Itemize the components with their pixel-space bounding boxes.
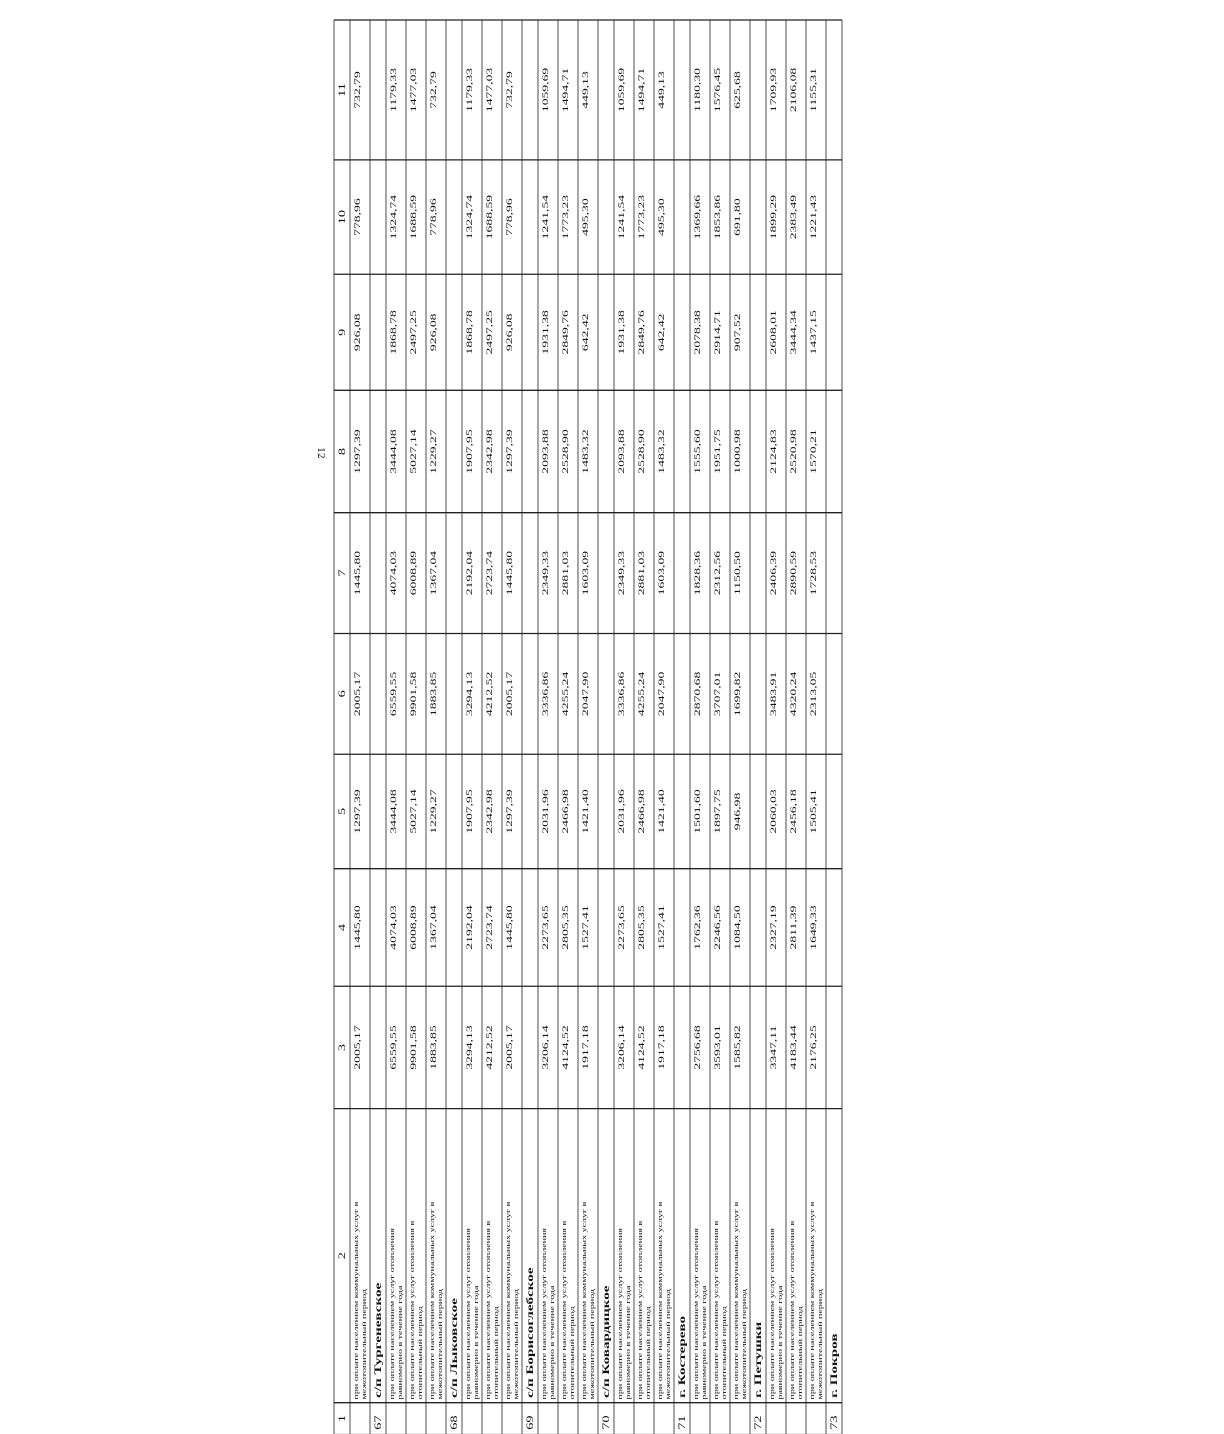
table-cell: 6559,55 — [389, 671, 399, 717]
row-label-line: межотопительный период — [588, 1288, 596, 1400]
row-label-line: равномерно в течение года — [472, 1285, 480, 1400]
column-number-10: 10 — [336, 209, 348, 225]
table-cell: 1229,27 — [429, 789, 439, 834]
table-cell: 1868,78 — [389, 310, 399, 355]
table-cell: 4124,52 — [561, 1025, 571, 1070]
table-cell: 2246,56 — [713, 905, 723, 950]
table-cell: 1728,53 — [809, 550, 819, 596]
table-cell: 1445,80 — [505, 905, 515, 950]
row-label-line: равномерно в течение года — [624, 1285, 632, 1400]
table-cell: 9901,58 — [409, 671, 419, 717]
settlement-name: с/п Борисоглебское — [524, 1267, 536, 1398]
settlement-name: с/п Тургеневское — [372, 1282, 384, 1398]
row-label-line: межотопительный период — [512, 1288, 520, 1400]
table-cell: 3444,08 — [389, 789, 399, 834]
table-cell: 2383,49 — [789, 194, 799, 240]
row-label-line: при оплате населением коммунальных услуг в — [732, 1201, 740, 1400]
table-cell: 4212,52 — [485, 671, 495, 717]
table-cell: 778,96 — [429, 198, 439, 236]
row-label-line: при оплате населением услуг отопления в — [712, 1220, 720, 1400]
row-label-line: при оплате населением коммунальных услуг в — [504, 1201, 512, 1400]
table-cell: 926,08 — [429, 313, 439, 352]
table-cell: 2273,65 — [617, 905, 627, 950]
row-label-line: межотопительный период — [740, 1288, 748, 1400]
table-cell: 1324,74 — [389, 194, 399, 240]
settlement-name: г. Костерево — [676, 1315, 688, 1398]
table-cell: 3294,13 — [465, 671, 475, 717]
table-cell: 1477,03 — [485, 67, 495, 113]
table-cell: 1179,33 — [465, 67, 475, 112]
table-cell: 1917,18 — [657, 1025, 667, 1070]
table-cell: 1494,71 — [637, 67, 647, 113]
row-label-line: при оплате населением коммунальных услуг в — [428, 1201, 436, 1400]
table-cell: 2031,96 — [541, 789, 551, 834]
table-cell: 6008,89 — [409, 550, 419, 596]
row-label-line: отопительный период — [492, 1306, 500, 1400]
row-label-line: при оплате населением коммунальных услуг в — [580, 1201, 588, 1400]
table-cell: 1931,38 — [617, 310, 627, 355]
table-cell: 2031,96 — [617, 789, 627, 834]
table-cell: 2870,68 — [693, 671, 703, 717]
table-cell: 1445,80 — [353, 905, 363, 950]
table-cell: 2176,25 — [809, 1025, 819, 1070]
table-cell: 1931,38 — [541, 310, 551, 355]
row-label-line: при оплате населением услуг отопления в — [408, 1220, 416, 1400]
settlement-number: 70 — [600, 1415, 612, 1430]
table-cell: 1059,69 — [617, 67, 627, 113]
row-label-line: межотопительный период — [816, 1288, 824, 1400]
table-cell: 2466,98 — [561, 789, 571, 834]
table-cell: 1709,93 — [769, 67, 779, 113]
table-cell: 2914,71 — [713, 310, 723, 355]
table-cell: 1897,75 — [713, 789, 723, 834]
table-cell: 3444,08 — [389, 429, 399, 474]
table-cell: 1555,60 — [693, 429, 703, 474]
table-cell: 1241,54 — [541, 194, 551, 240]
settlement-number: 71 — [676, 1415, 688, 1430]
row-label-line: межотопительный период — [360, 1288, 368, 1400]
row-label-line: равномерно в течение года — [396, 1285, 404, 1400]
settlement-name: г. Покров — [828, 1333, 840, 1398]
table-cell: 2881,03 — [637, 550, 647, 596]
table-cell: 5027,14 — [409, 429, 419, 474]
table-cell: 1421,40 — [581, 789, 591, 834]
table-cell: 1059,69 — [541, 67, 551, 113]
row-label-line: при оплате населением услуг отопления в — [560, 1220, 568, 1400]
row-label-line: отопительный период — [568, 1306, 576, 1400]
table-cell: 3206,14 — [541, 1025, 551, 1070]
table-cell: 4074,03 — [389, 550, 399, 596]
table-cell: 642,42 — [657, 313, 667, 352]
table-cell: 2497,25 — [409, 310, 419, 355]
row-label-line: при оплате населением коммунальных услуг в — [808, 1201, 816, 1400]
table-cell: 1917,18 — [581, 1025, 591, 1070]
row-label-line: межотопительный период — [436, 1288, 444, 1400]
table-cell: 4255,24 — [637, 671, 647, 717]
table-cell: 2342,98 — [485, 789, 495, 834]
table-cell: 1445,80 — [353, 550, 363, 596]
table-cell: 4212,52 — [485, 1025, 495, 1070]
table-cell: 1762,36 — [693, 905, 703, 950]
row-label-line: при оплате населением услуг отопления — [464, 1227, 472, 1400]
table-cell: 4124,52 — [637, 1025, 647, 1070]
table-cell: 495,30 — [657, 198, 667, 236]
table-cell: 1483,32 — [581, 429, 591, 474]
column-number-7: 7 — [336, 569, 348, 577]
table-cell: 1527,41 — [581, 905, 591, 950]
table-cell: 3294,13 — [465, 1025, 475, 1070]
table-cell: 1324,74 — [465, 194, 475, 240]
table-cell: 1883,85 — [429, 1025, 439, 1070]
table-cell: 3593,01 — [713, 1025, 723, 1070]
column-number-3: 3 — [336, 1043, 348, 1052]
table-cell: 2881,03 — [561, 550, 571, 596]
row-label-line: при оплате населением услуг отопления в — [636, 1220, 644, 1400]
table-cell: 4320,24 — [789, 671, 799, 717]
table-cell: 2849,76 — [561, 310, 571, 355]
table-cell: 2005,17 — [353, 1025, 363, 1070]
row-label-line: при оплате населением коммунальных услуг в — [656, 1201, 664, 1400]
settlement-name: с/п Лыковское — [448, 1298, 460, 1398]
table-cell: 6559,55 — [389, 1025, 399, 1070]
table-cell: 1688,59 — [409, 194, 419, 240]
table-cell: 2093,88 — [541, 429, 551, 474]
table-cell: 2349,33 — [541, 550, 551, 596]
table-cell: 2106,08 — [789, 67, 799, 113]
table-cell: 2192,04 — [465, 550, 475, 596]
column-number-1: 1 — [336, 1415, 348, 1423]
table-cell: 1501,60 — [693, 789, 703, 834]
row-label-line: отопительный период — [416, 1306, 424, 1400]
table-cell: 1369,66 — [693, 194, 703, 240]
table-cell: 1603,09 — [581, 550, 591, 596]
table-cell: 2005,17 — [505, 671, 515, 717]
column-number-2: 2 — [336, 1252, 348, 1260]
table-cell: 1367,04 — [429, 905, 439, 950]
table-cell: 2528,90 — [637, 429, 647, 474]
row-label-line: при оплате населением услуг отопления — [540, 1227, 548, 1400]
table-cell: 2313,05 — [809, 671, 819, 717]
row-label-line: при оплате населением услуг отопления в — [484, 1220, 492, 1400]
table-cell: 4074,03 — [389, 905, 399, 950]
table-cell: 1505,41 — [809, 789, 819, 834]
table-cell: 4183,44 — [789, 1025, 799, 1070]
table-cell: 449,13 — [657, 71, 667, 109]
table-cell: 3347,11 — [769, 1025, 779, 1070]
column-number-6: 6 — [336, 690, 348, 698]
table-cell: 2342,98 — [485, 429, 495, 474]
table-cell: 2805,35 — [561, 905, 571, 950]
row-label-line: равномерно в течение года — [700, 1285, 708, 1400]
settlement-number: 72 — [752, 1415, 764, 1430]
settlement-name: с/п Ковардицкое — [600, 1285, 612, 1398]
table-cell: 5027,14 — [409, 789, 419, 834]
table-cell: 2805,35 — [637, 905, 647, 950]
table-cell: 1883,85 — [429, 671, 439, 717]
table-cell: 2466,98 — [637, 789, 647, 834]
tariff-table — [334, 20, 894, 1434]
table-cell: 1699,82 — [733, 671, 743, 717]
table-cell: 2811,39 — [789, 905, 799, 950]
table-cell: 778,96 — [505, 198, 515, 236]
table-cell: 2723,74 — [485, 905, 495, 950]
table-cell: 1221,43 — [809, 194, 819, 240]
table-cell: 1297,39 — [353, 429, 363, 474]
table-cell: 1297,39 — [505, 789, 515, 834]
table-cell: 4255,24 — [561, 671, 571, 717]
row-label-line: отопительный период — [720, 1306, 728, 1400]
table-cell: 3336,86 — [617, 671, 627, 717]
table-cell: 1527,41 — [657, 905, 667, 950]
table-cell: 449,13 — [581, 71, 591, 109]
row-label-line: равномерно в течение года — [548, 1285, 556, 1400]
table-cell: 1241,54 — [617, 194, 627, 240]
table-cell: 2312,56 — [713, 550, 723, 596]
table-cell: 926,08 — [353, 313, 363, 352]
table-cell: 2756,68 — [693, 1025, 703, 1070]
table-cell: 1084,50 — [733, 905, 743, 950]
table-cell: 1297,39 — [353, 789, 363, 834]
table-cell: 732,79 — [429, 71, 439, 109]
table-cell: 1951,75 — [713, 429, 723, 474]
row-label-line: при оплате населением услуг отопления — [692, 1227, 700, 1400]
table-cell: 1483,32 — [657, 429, 667, 474]
table-cell: 778,96 — [353, 198, 363, 236]
settlement-name: г. Петушки — [752, 1321, 764, 1398]
row-label-line: при оплате населением услуг отопления в — [788, 1220, 796, 1400]
row-label-line: при оплате населением коммунальных услуг в — [352, 1201, 360, 1400]
table-cell: 2047,90 — [657, 671, 667, 717]
table-cell: 3206,14 — [617, 1025, 627, 1070]
table-cell: 2093,88 — [617, 429, 627, 474]
table-cell: 732,79 — [353, 71, 363, 109]
table-cell: 9901,58 — [409, 1025, 419, 1070]
table-cell: 1576,45 — [713, 67, 723, 113]
table-cell: 2849,76 — [637, 310, 647, 355]
table-cell: 1297,39 — [505, 429, 515, 474]
table-cell: 926,08 — [505, 313, 515, 352]
table-cell: 691,80 — [733, 198, 743, 236]
table-cell: 2890,59 — [789, 550, 799, 596]
table-cell: 1477,03 — [409, 67, 419, 113]
column-number-5: 5 — [336, 807, 348, 816]
table-cell: 1773,23 — [561, 194, 571, 240]
column-number-9: 9 — [336, 328, 348, 336]
table-cell: 1907,95 — [465, 789, 475, 834]
settlement-number: 69 — [524, 1415, 536, 1430]
table-cell: 6008,89 — [409, 905, 419, 950]
table-cell: 2608,01 — [769, 310, 779, 355]
table-cell: 1603,09 — [657, 550, 667, 596]
table-cell: 1421,40 — [657, 789, 667, 834]
row-label-line: межотопительный период — [664, 1288, 672, 1400]
table-cell: 3336,86 — [541, 671, 551, 717]
table-cell: 2406,39 — [769, 550, 779, 596]
table-cell: 2456,18 — [789, 789, 799, 834]
table-cell: 907,52 — [733, 313, 743, 352]
table-cell: 2528,90 — [561, 429, 571, 474]
table-cell: 1445,80 — [505, 550, 515, 596]
table-cell: 3483,91 — [769, 671, 779, 717]
table-cell: 1907,95 — [465, 429, 475, 474]
table-cell: 3444,34 — [789, 310, 799, 355]
table-cell: 2078,38 — [693, 310, 703, 355]
table-cell: 2124,83 — [769, 429, 779, 474]
table-cell: 2349,33 — [617, 550, 627, 596]
table-cell: 1868,78 — [465, 310, 475, 355]
row-label-line: при оплате населением услуг отопления — [388, 1227, 396, 1400]
table-cell: 2497,25 — [485, 310, 495, 355]
table-cell: 1585,82 — [733, 1025, 743, 1070]
rotated-table-frame — [334, 67, 1224, 1434]
page-number: 12 — [315, 447, 325, 459]
table-cell: 495,30 — [581, 198, 591, 236]
table-cell: 1494,71 — [561, 67, 571, 113]
column-number-4: 4 — [336, 923, 348, 932]
table-cell: 1570,21 — [809, 429, 819, 474]
table-cell: 1180,30 — [693, 67, 703, 112]
column-number-8: 8 — [336, 447, 348, 456]
table-cell: 2005,17 — [505, 1025, 515, 1070]
row-label-line: при оплате населением услуг отопления — [616, 1227, 624, 1400]
table-cell: 1367,04 — [429, 550, 439, 596]
table-cell: 1179,33 — [389, 67, 399, 112]
table-cell: 1155,31 — [809, 67, 819, 112]
table-cell: 1437,15 — [809, 310, 819, 355]
table-cell: 2060,03 — [769, 789, 779, 834]
row-label-line: равномерно в течение года — [776, 1285, 784, 1400]
table-cell: 2005,17 — [353, 671, 363, 717]
table-cell: 1688,59 — [485, 194, 495, 240]
table-cell: 2192,04 — [465, 905, 475, 950]
table-cell: 1899,29 — [769, 194, 779, 240]
table-cell: 2327,19 — [769, 905, 779, 950]
row-label-line: отопительный период — [796, 1306, 804, 1400]
column-number-11: 11 — [336, 83, 348, 97]
table-cell: 3707,01 — [713, 671, 723, 717]
table-cell: 1000,98 — [733, 429, 743, 474]
table-cell: 732,79 — [505, 71, 515, 109]
table-cell: 642,42 — [581, 313, 591, 352]
table-cell: 946,98 — [733, 792, 743, 831]
table-cell: 2273,65 — [541, 905, 551, 950]
row-label-line: отопительный период — [644, 1306, 652, 1400]
table-cell: 1150,50 — [733, 551, 743, 596]
table-cell: 1649,33 — [809, 905, 819, 950]
settlement-number: 68 — [448, 1415, 460, 1430]
table-cell: 625,68 — [733, 71, 743, 109]
settlement-number: 73 — [828, 1415, 840, 1430]
table-cell: 2723,74 — [485, 550, 495, 596]
table-cell: 2047,90 — [581, 671, 591, 717]
table-cell: 2520,98 — [789, 429, 799, 474]
table-cell: 1773,23 — [637, 194, 647, 240]
table-cell: 1853,86 — [713, 194, 723, 240]
table-cell: 1229,27 — [429, 429, 439, 474]
settlement-number: 67 — [372, 1415, 384, 1430]
row-label-line: при оплате населением услуг отопления — [768, 1227, 776, 1400]
table-cell: 1828,36 — [693, 550, 703, 596]
